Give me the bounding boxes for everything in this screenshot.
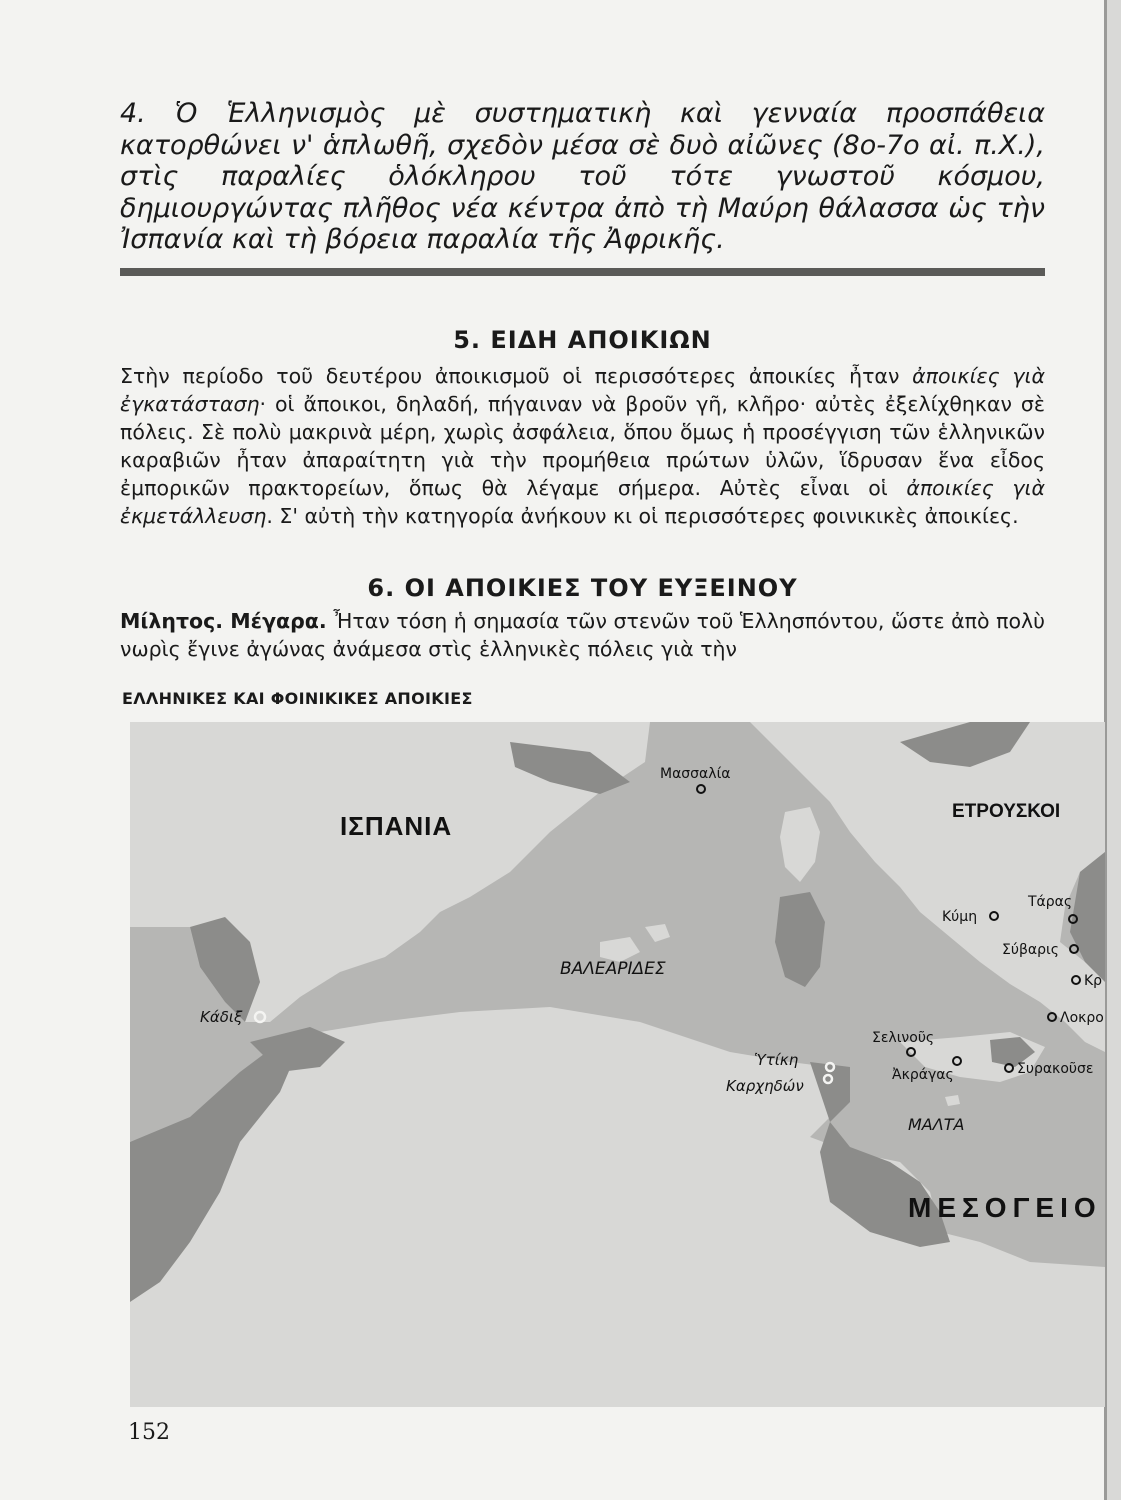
colonies-map	[130, 722, 1105, 1407]
s6-lead: Μίλητος. Μέγαρα.	[120, 609, 327, 633]
page-edge	[1104, 0, 1121, 1500]
section-6-text	[120, 607, 1045, 663]
map-caption: ΕΛΛΗΝΙΚΕΣ ΚΑΙ ΦΟΙΝΙΚΙΚΕΣ ΑΠΟΙΚΙΕΣ	[122, 689, 473, 708]
region-malta: ΜΑΛΤΑ	[908, 1115, 965, 1134]
section-divider	[120, 268, 1045, 276]
s5-text-1: Στὴν περίοδο τοῦ δευτέρου ἀποικισμοῦ οἱ περισσότερες ἀποικίες ἦταν	[120, 364, 913, 388]
city-label-syvaris: Σύβαρις	[1002, 942, 1059, 958]
city-label-akragas: Ἀκράγας	[892, 1067, 954, 1083]
region-mesogeios: ΜΕΣΟΓΕΙΟ	[908, 1192, 1102, 1223]
city-label-kymi: Κύμη	[942, 909, 978, 925]
city-label-taras: Τάρας	[1028, 894, 1073, 910]
city-label-utiki: Ὑτίκη	[754, 1051, 799, 1069]
s6-body: Ἦταν τόση ἡ σημασία τῶν στενῶν τοῦ Ἑλλησπόντου, ὥστε ἀπὸ πολὺ νωρὶς ἔγινε ἀγώνας ἀνάμεσα στὶς ἑλληνικὲς πόλεις γιὰ τὴν	[120, 609, 1045, 661]
region-valearides: ΒΑΛΕΑΡΙΔΕΣ	[560, 959, 666, 979]
section-5-heading: 5. ΕΙΔΗ ΑΠΟΙΚΙΩΝ	[453, 326, 712, 354]
s5-text-3: . Σ' αὐτὴ τὴν κατηγορία ἀνήκουν κι οἱ περισσότερες φοινικικὲς ἀποικίες.	[266, 504, 1019, 528]
s5-text-2: · οἱ ἄποικοι, δηλαδή, πήγαιναν νὰ βροῦν γῆ, κλῆρο· αὐτὲς ἐξελίχθηκαν σὲ πόλεις. Σὲ πολὺ μακρινὰ μέρη, χωρὶς ἀσφάλεια, ὅπου ὅμως ἡ προσέγγιση τῶν ἑλληνικῶν καραβιῶν ἦταν ἀπαραίτητη γιὰ τὴν προμήθεια πρώτων ὑλῶν, ἵδρυσαν ἕνα εἶδος ἐμπορικῶν πρακτορείων, ὅπως θὰ λέγαμε σήμερα. Αὐτὲς εἶναι οἱ	[120, 392, 1045, 500]
city-label-kroton: Κρ	[1084, 973, 1103, 989]
page-number: 152	[128, 1420, 170, 1445]
city-label-karchidon: Καρχηδών	[726, 1077, 804, 1095]
city-syrakousai	[1005, 1061, 1093, 1077]
s5-term-exploitation: ἀποικίες γιὰ ἐκμετάλλευση	[120, 476, 1045, 528]
city-label-lokroi: Λοκρο	[1060, 1010, 1104, 1026]
city-label-syrakousai: Συρακοῦσε	[1017, 1061, 1094, 1077]
region-etruskoi: ΕΤΡΟΥΣΚΟΙ	[952, 801, 1061, 822]
city-label-kadix: Κάδιξ	[200, 1008, 243, 1026]
section-5-text	[120, 362, 1045, 530]
summary-paragraph: 4. Ὁ Ἑλληνισμὸς μὲ συστηματικὴ καὶ γενναία προσπάθεια κατορθώνει ν' ἁπλωθῆ, σχεδὸν μέσα σὲ δυὸ αἰῶνες (8ο-7ο αἰ. π.Χ.), στὶς παραλίες ὁλόκληρου τοῦ τότε γνωστοῦ κόσμου, δημιουργώντας πλῆθος νέα κέντρα ἀπὸ τὴ Μαύρη θάλασσα ὡς τὴν Ἰσπανία καὶ τὴ βόρεια παραλία τῆς Ἀφρικῆς.	[120, 98, 1045, 255]
section-6-heading: 6. ΟΙ ΑΠΟΙΚΙΕΣ ΤΟΥ ΕΥΞΕΙΝΟΥ	[367, 574, 798, 602]
city-label-massalia: Μασσαλία	[660, 766, 731, 782]
region-ispania: ΙΣΠΑΝΙΑ	[340, 811, 453, 841]
city-label-selinous: Σελινοῦς	[872, 1030, 935, 1046]
s5-term-settlement: ἀποικίες γιὰ ἐγκατάσταση	[120, 364, 1045, 416]
